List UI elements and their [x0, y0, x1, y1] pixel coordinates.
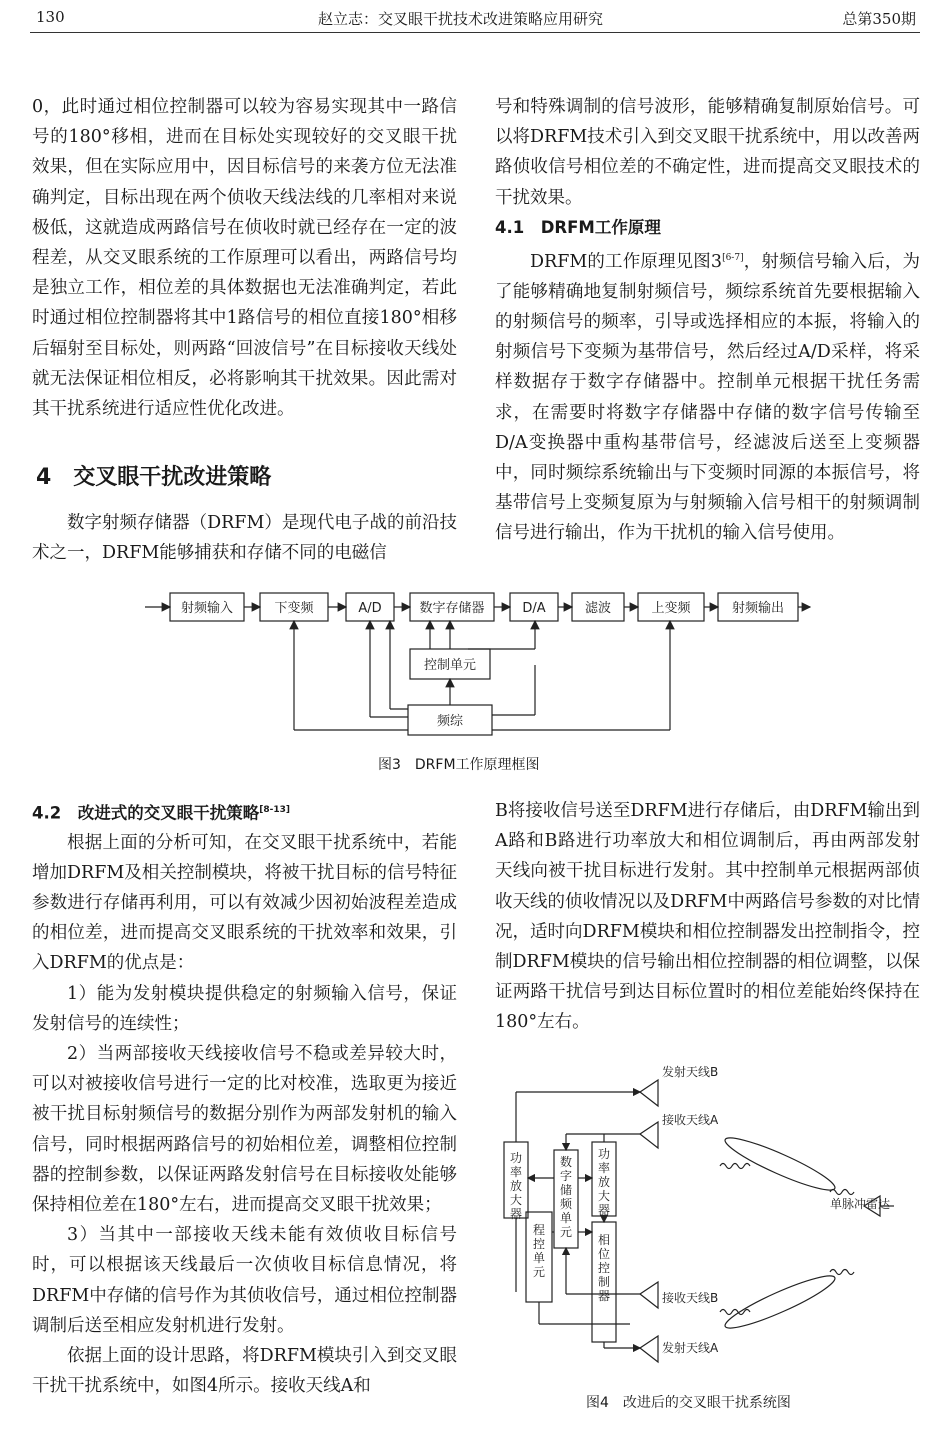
block-ad: A/D	[358, 601, 382, 616]
subheading: 4.2 改进式的交叉眼干扰策略[8-13]	[32, 803, 290, 823]
label-power-amp-left: 功率放大器	[509, 1151, 523, 1221]
block-rf-input: 射频输入	[180, 601, 234, 616]
label-program-control-unit: 程控单元	[532, 1223, 546, 1279]
paragraph: B将接收信号送至DRFM进行存储后，由DRFM输出到A路和B路进行功率放大和相位调制后，再由两部发射天线向被干扰目标进行发射。其中控制单元根据两部侦收天线的侦收情况以及DRFM中两路信号参数的对比情况，适时向DRFM模块和相位控制器发出控制指令，控制DRFM模块的信号输出相位控制器的相位调整，以保证两路干扰信号到达目标位置时的相位差能始终保持在180°左右。	[495, 801, 920, 1033]
paragraph: 3）当其中一部接收天线未能有效侦收目标信号时，可以根据该天线最后一次侦收目标信息情况，将DRFM中存储的信号作为其侦收信号，通过相位控制器调制后送至相应发射机进行发射。	[32, 1225, 457, 1336]
right-column-bottom	[495, 796, 920, 1038]
left-column-top	[32, 92, 457, 424]
block-synthesizer: 频综	[436, 714, 464, 729]
paragraph: 2）当两部接收天线接收信号不稳或差异较大时，可以对被接收信号进行一定的比对校准，选取更为接近被干扰目标射频信号的数据分别作为两部发射机的输入信号，同时根据两路信号的初始相位差，调整相位控制器的控制参数，以保证两路发射信号在目标接收处能够保持相位差在180°左右，进而提高交叉眼干扰效果；	[32, 1043, 457, 1215]
label-tx-antenna-b: 发射天线B	[662, 1065, 719, 1079]
issue-number: 总第350期	[842, 10, 916, 28]
paragraph: 号和特殊调制的信号波形，能够精确复制原始信号。可以将DRFM技术引入到交叉眼干扰系统中，用以改善两路侦收信号相位差的不确定性，进而提高交叉眼技术的干扰效果。	[495, 97, 920, 208]
citation: [6-7]	[722, 252, 744, 263]
paragraph: 依据上面的设计思路，将DRFM模块引入到交叉眼干扰干扰系统中，如图4所示。接收天线A和	[32, 1345, 457, 1397]
block-filter: 滤波	[584, 601, 612, 616]
block-da: D/A	[522, 601, 546, 616]
paragraph: 根据上面的分析可知，在交叉眼干扰系统中，若能增加DRFM及相关控制模块，将被干扰目标的信号特征参数进行存储再利用，可以有效减少因初始波程差造成的相位差，进而提高交叉眼系统的干扰效率和效果，引入DRFM的优点是：	[32, 832, 457, 974]
figure-4-caption: 图4 改进后的交叉眼干扰系统图	[586, 1395, 791, 1411]
left-column-top-2	[32, 508, 457, 568]
block-control-unit: 控制单元	[423, 658, 477, 673]
figure-3-diagram	[0, 585, 950, 745]
block-rf-output: 射频输出	[731, 601, 785, 616]
label-tx-antenna-a: 发射天线A	[662, 1341, 719, 1355]
right-column-top	[495, 92, 920, 549]
label-digital-storage-unit: 数字储频单元	[559, 1155, 573, 1239]
paragraph: 0，此时通过相位控制器可以较为容易实现其中一路信号的180°移相，进而在目标处实现较好的交叉眼干扰效果，但在实际应用中，因目标信号的来袭方位无法准确判定，目标出现在两个侦收天线法线的几率相对来说极低，这就造成两路信号在侦收时就已经存在一定的波程差，从交叉眼系统的工作原理可以看出，两路信号均是独立工作，相位差的具体数据也无法准确判定，若此时通过相位控制器将其中1路信号的相位直接180°相移后辐射至目标处，则两路“回波信号”在目标接收天线处就无法保证相位相反，必将影响其干扰效果。因此需对其干扰系统进行适应性优化改进。	[32, 97, 457, 420]
header-rule	[30, 32, 920, 33]
running-title: 赵立志：交叉眼干扰技术改进策略应用研究	[318, 10, 604, 28]
label-power-amp-right: 功率放大器	[597, 1147, 611, 1217]
subheading: 4.1 DRFM工作原理	[495, 217, 661, 237]
label-phase-controller: 相位控制器	[597, 1233, 611, 1303]
paragraph: 1）能为发射模块提供稳定的射频输入信号，保证发射信号的连续性；	[32, 983, 457, 1034]
block-upconvert: 上变频	[651, 601, 691, 616]
figure-4-diagram	[490, 1062, 930, 1382]
citation: [8-13]	[259, 805, 290, 815]
paragraph: DRFM的工作原理见图3[6-7]，射频信号输入后，为了能够精确地复制射频信号，频综系统首先要根据输入的射频信号的频率，引导或选择相应的本振，将输入的射频信号下变频为基带信号，然后经过A/D采样，将采样数据存于数字存储器中。控制单元根据干扰任务需求，在需要时将数字存储器中存储的数字信号传输至D/A变换器中重构基带信号，经滤波后送至上变频器中，同时频综系统输出与下变频时同源的本振信号，将基带信号上变频复原为与射频输入信号相干的射频调制信号进行输出，作为干扰机的输入信号使用。	[495, 251, 921, 544]
section-heading: 4 交叉眼干扰改进策略	[36, 465, 272, 490]
block-digital-memory: 数字存储器	[419, 601, 485, 616]
label-rx-antenna-a: 接收天线A	[662, 1113, 719, 1127]
block-downconvert: 下变频	[274, 601, 314, 616]
left-column-bottom	[32, 796, 457, 1401]
paragraph: 数字射频存储器（DRFM）是现代电子战的前沿技术之一，DRFM能够捕获和存储不同的电磁信	[32, 513, 457, 564]
label-rx-antenna-b: 接收天线B	[662, 1291, 719, 1305]
page-number: 130	[36, 8, 65, 26]
figure-3-caption: 图3 DRFM工作原理框图	[378, 757, 540, 773]
label-monopulse-radar: 单脉冲雷达	[830, 1197, 891, 1211]
